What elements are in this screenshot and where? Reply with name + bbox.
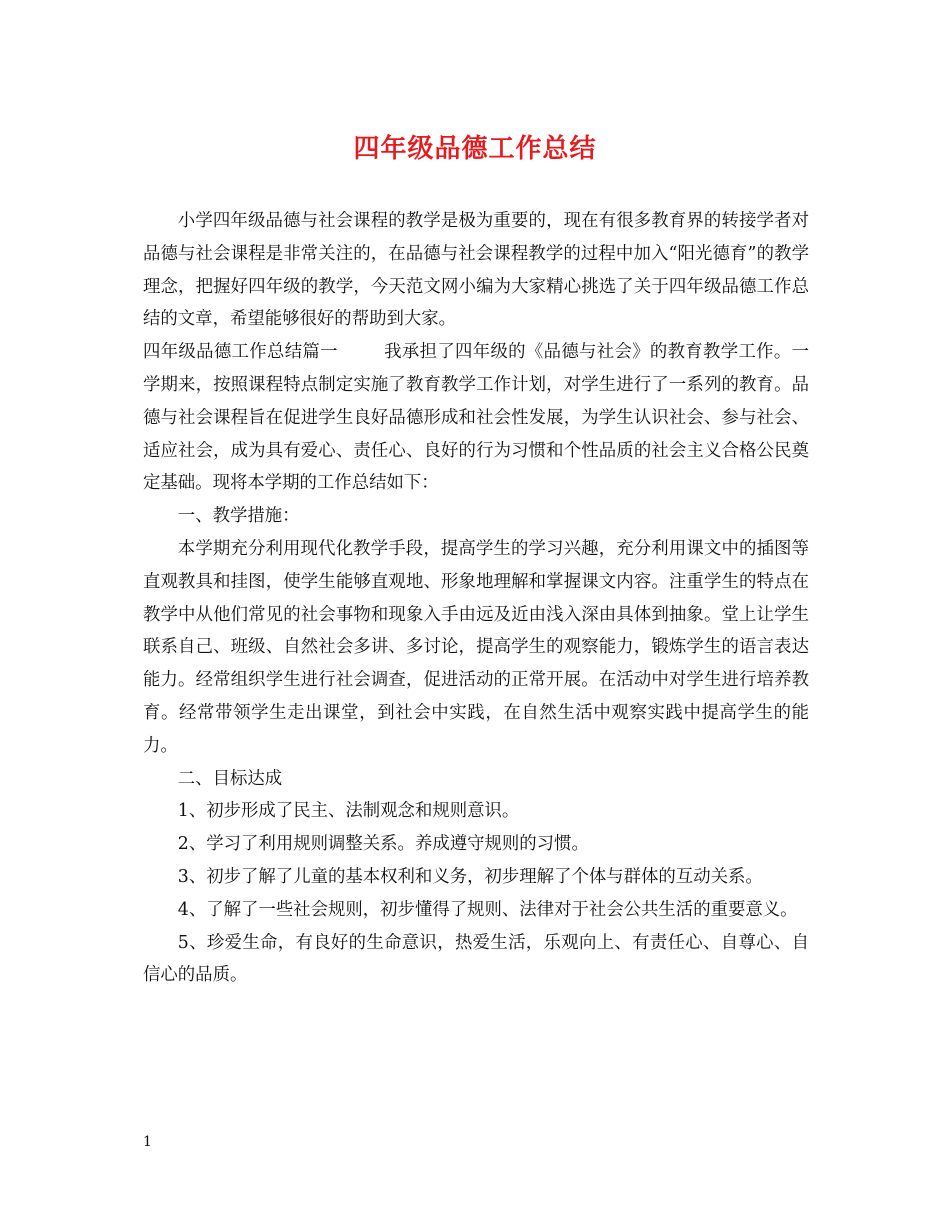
- section-heading: 四年级品德工作总结篇一: [143, 342, 338, 363]
- document-title: 四年级品德工作总结: [353, 134, 597, 164]
- heading-teaching-measures: 一、教学措施：: [177, 506, 300, 527]
- document-body: [143, 205, 809, 992]
- goal-item-2: 2、学习了利用规则调整关系。养成遵守规则的习惯。: [177, 834, 589, 855]
- goal-item-4: 4、了解了一些社会规则，初步懂得了规则、法律对于社会公共生活的重要意义。: [177, 899, 798, 920]
- goal-item-1: 1、初步形成了民主、法制观念和规则意识。: [177, 801, 520, 822]
- section-intro: 我承担了四年级的《品德与社会》的教育教学工作。一学期来，按照课程特点制定实施了教育教学工作计划，对学生进行了一系列的教育。品德与社会课程旨在促进学生良好品德形成和社会性发展，为学生认识社会、参与社会、适应社会，成为具有爱心、责任心、良好的行为习惯和个性品质的社会主义合格公民奠定基础。现将本学期的工作总结如下：: [143, 342, 809, 494]
- teaching-measures-paragraph: 本学期充分利用现代化教学手段，提高学生的学习兴趣，充分利用课文中的插图等直观教具和挂图，使学生能够直观地、形象地理解和掌握课文内容。注重学生的特点在教学中从他们常见的社会事物和现象入手由远及近由浅入深由具体到抽象。堂上让学生联系自己、班级、自然社会多讲、多讨论，提高学生的观察能力，锻炼学生的语言表达能力。经常组织学生进行社会调查，促进活动的正常开展。在活动中对学生进行培养教育。经常带领学生走出课堂，到社会中实践，在自然生活中观察实践中提高学生的能力。: [143, 538, 809, 756]
- section-paragraph: [143, 336, 809, 500]
- heading-goals: 二、目标达成: [177, 768, 283, 789]
- page-number: 1: [143, 1134, 152, 1150]
- intro-paragraph: 小学四年级品德与社会课程的教学是极为重要的，现在有很多教育界的转接学者对品德与社会课程是非常关注的，在品德与社会课程教学的过程中加入“阳光德育”的教学理念，把握好四年级的教学，今天范文网小编为大家精心挑选了关于四年级品德工作总结的文章，希望能够很好的帮助到大家。: [143, 211, 809, 330]
- goal-item-3: 3、初步了解了儿童的基本权利和义务，初步理解了个体与群体的互动关系。: [177, 866, 763, 887]
- goal-item-5: 5、珍爱生命，有良好的生命意识，热爱生活，乐观向上、有责任心、自尊心、自信心的品质。: [143, 932, 809, 986]
